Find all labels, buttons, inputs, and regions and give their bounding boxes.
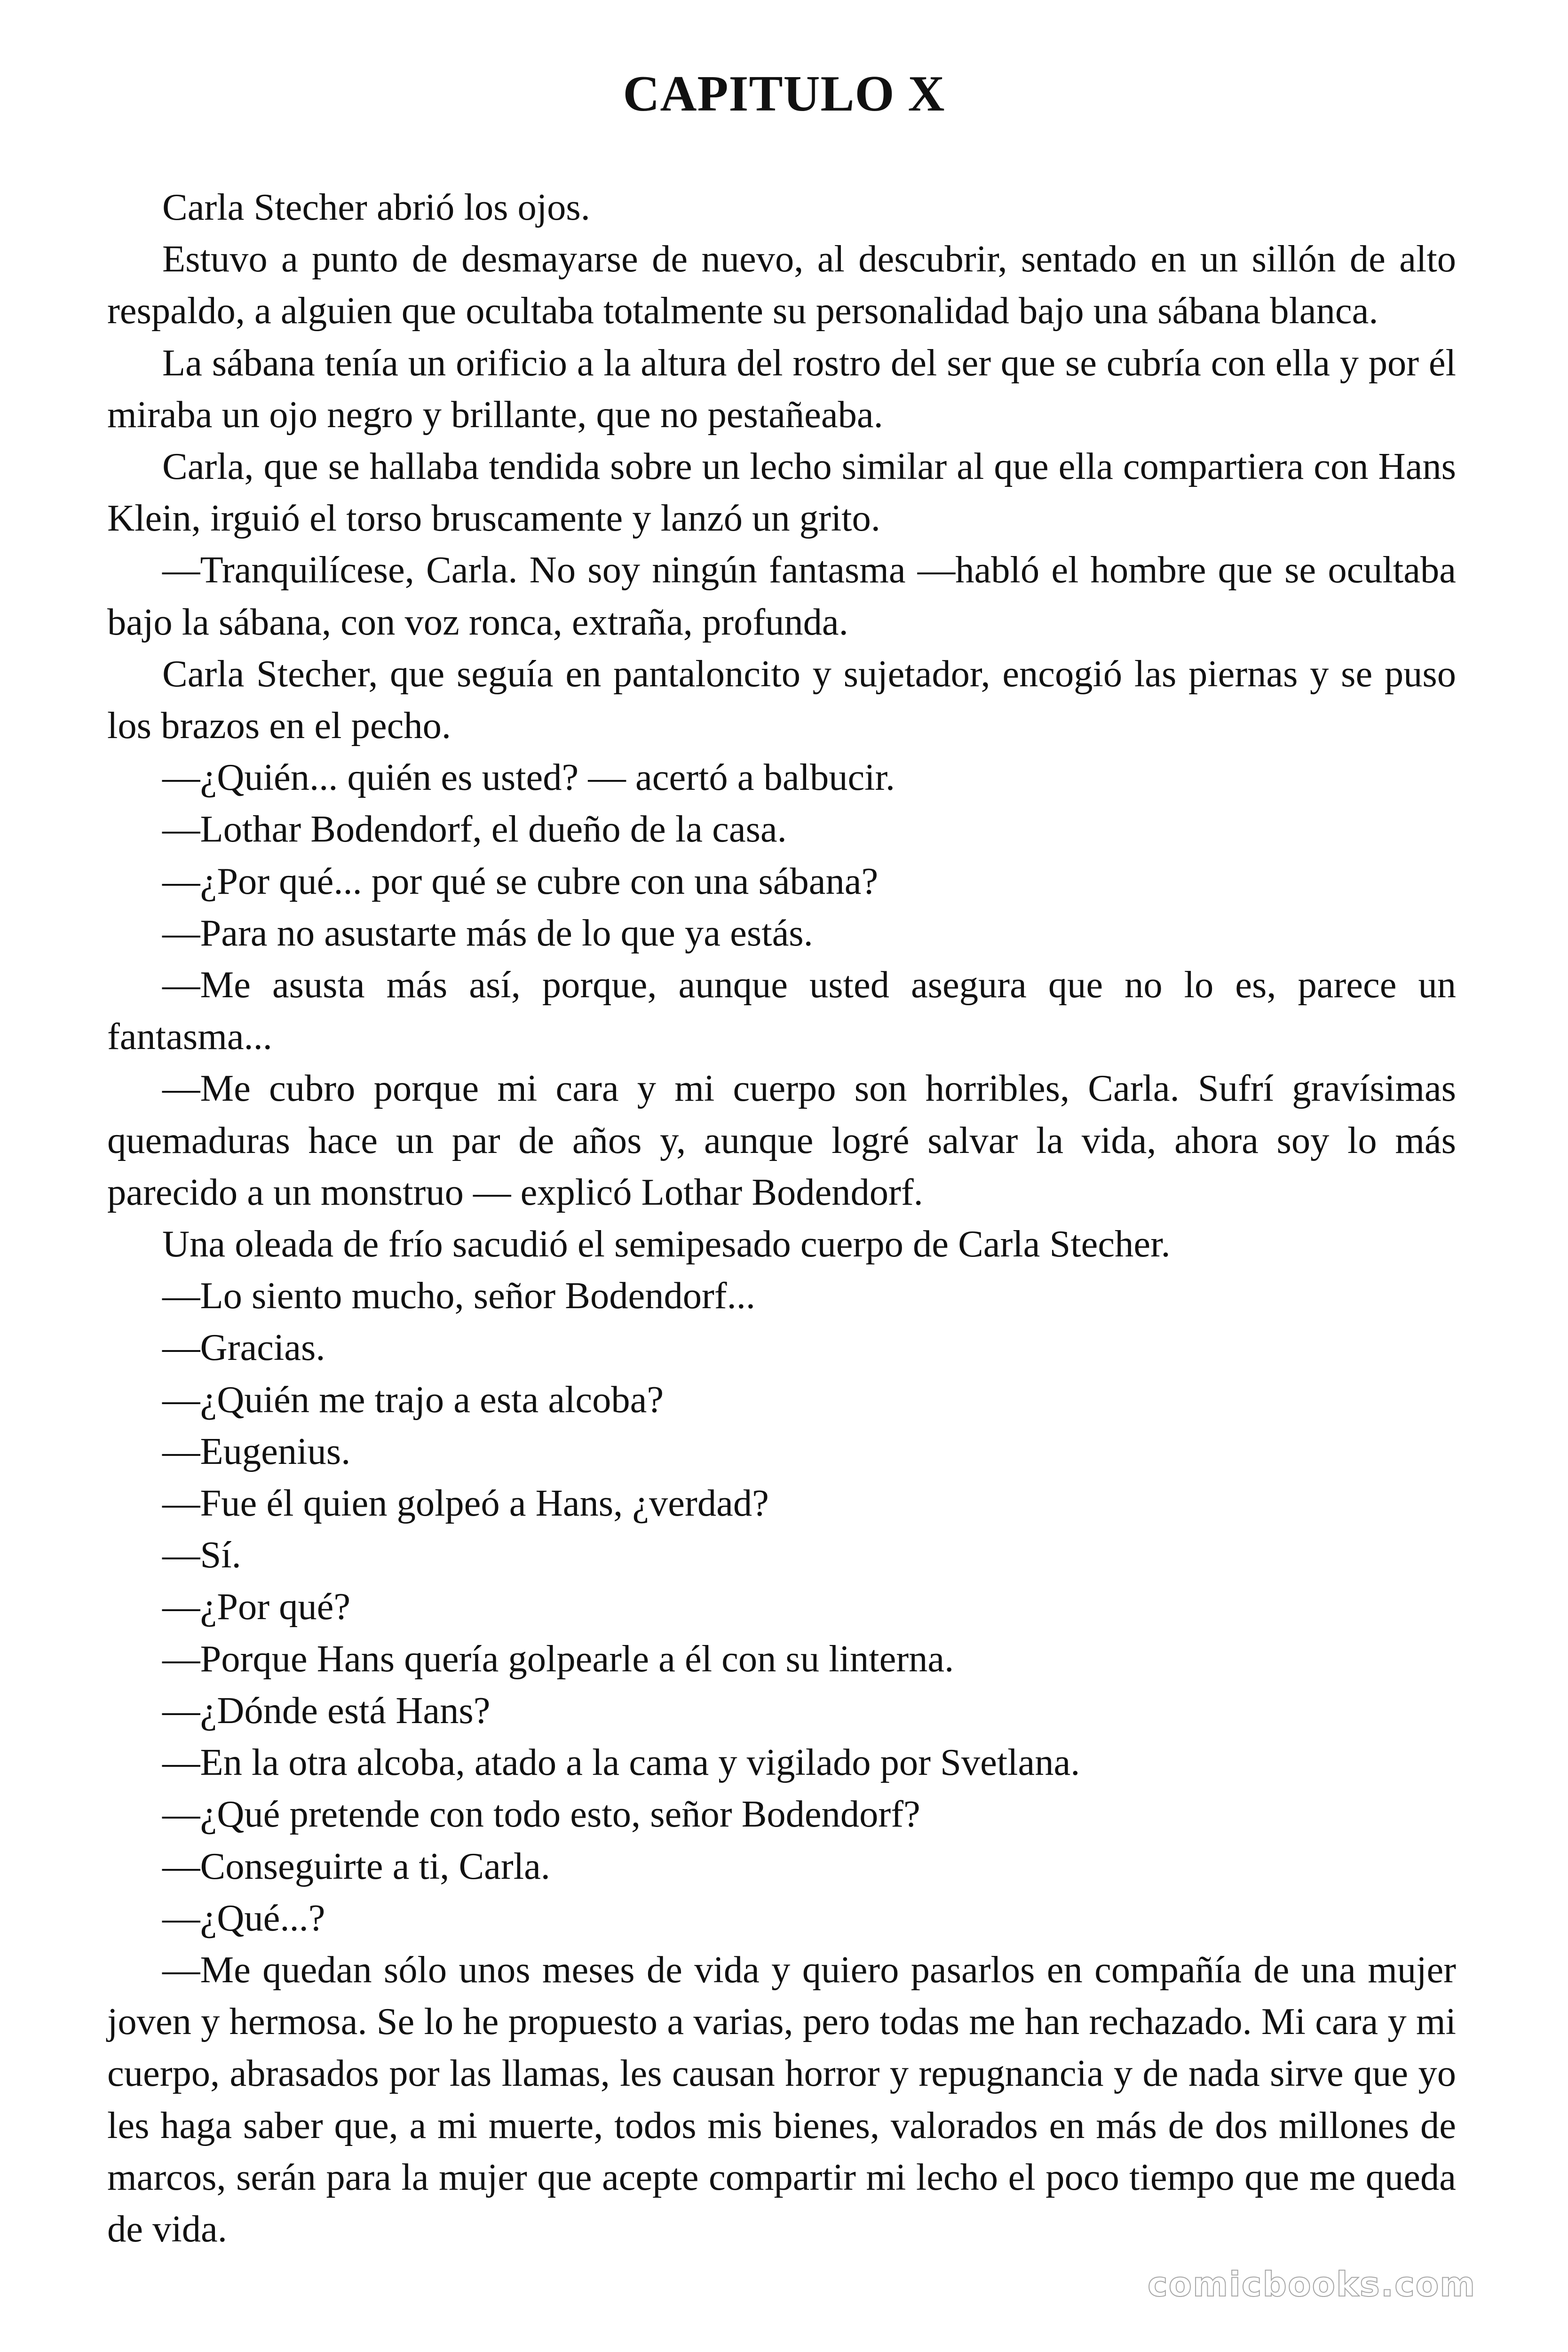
paragraph: Una oleada de frío sacudió el semipesado cuerpo de Carla Stecher.	[162, 1223, 1171, 1265]
chapter-body	[107, 182, 1456, 2255]
paragraph: —Me cubro porque mi cara y mi cuerpo son horribles, Carla. Sufrí gravísimas quemaduras hace un par de años y, aunque logré salvar la vida, ahora soy lo más parecido a un monstruo — explicó Lothar Bodendorf.	[107, 1067, 1456, 1213]
paragraph: —Fue él quien golpeó a Hans, ¿verdad?	[162, 1482, 769, 1525]
paragraph: —Conseguirte a ti, Carla.	[162, 1845, 550, 1887]
paragraph: —Sí.	[162, 1534, 241, 1576]
paragraph: —Gracias.	[162, 1327, 325, 1369]
paragraph: Carla Stecher abrió los ojos.	[162, 186, 590, 228]
paragraph: —Me quedan sólo unos meses de vida y quiero pasarlos en compañía de una mujer joven y hermosa. Se lo he propuesto a varias, pero todas me han rechazado. Mi cara y mi cuerpo, abrasados por las llamas, les causan horror y repugnancia y de nada sirve que yo les haga saber que, a mi muerte, todos mis bienes, valorados en más de dos millones de marcos, serán para la mujer que acepte compartir mi lecho el poco tiempo que me queda de vida.	[107, 1948, 1456, 2250]
paragraph: —¿Quién... quién es usted? — acertó a balbucir.	[162, 756, 895, 799]
paragraph: —Tranquilícese, Carla. No soy ningún fantasma —habló el hombre que se ocultaba bajo la sábana, con voz ronca, extraña, profunda.	[107, 549, 1456, 643]
paragraph: Carla, que se hallaba tendida sobre un lecho similar al que ella compartiera con Hans Klein, irguió el torso bruscamente y lanzó un grito.	[107, 445, 1456, 540]
paragraph: —¿Por qué?	[162, 1586, 351, 1628]
paragraph: —Lo siento mucho, señor Bodendorf...	[162, 1275, 755, 1317]
paragraph: Carla Stecher, que seguía en pantaloncito y sujetador, encogió las piernas y se puso los brazos en el pecho.	[107, 652, 1456, 747]
paragraph: —Porque Hans quería golpearle a él con su linterna.	[162, 1637, 954, 1680]
paragraph: —Eugenius.	[162, 1430, 351, 1472]
paragraph: —¿Qué pretende con todo esto, señor Bodendorf?	[162, 1793, 920, 1836]
paragraph: —En la otra alcoba, atado a la cama y vigilado por Svetlana.	[162, 1741, 1080, 1784]
chapter-title: CAPITULO X	[623, 66, 945, 122]
watermark: comicbooks.com	[1148, 2265, 1476, 2304]
paragraph: —¿Dónde está Hans?	[162, 1689, 491, 1732]
paragraph: Estuvo a punto de desmayarse de nuevo, al descubrir, sentado en un sillón de alto respaldo, a alguien que ocultaba totalmente su personalidad bajo una sábana blanca.	[107, 238, 1456, 332]
paragraph: —¿Por qué... por qué se cubre con una sábana?	[162, 860, 879, 902]
paragraph: —¿Qué...?	[162, 1897, 325, 1939]
paragraph: —Lothar Bodendorf, el dueño de la casa.	[162, 808, 787, 850]
paragraph: —Para no asustarte más de lo que ya estás.	[162, 912, 813, 954]
paragraph: —Me asusta más así, porque, aunque usted asegura que no lo es, parece un fantasma...	[107, 964, 1456, 1058]
paragraph: —¿Quién me trajo a esta alcoba?	[162, 1378, 664, 1421]
paragraph: La sábana tenía un orificio a la altura del rostro del ser que se cubría con ella y por él miraba un ojo negro y brillante, que no pestañeaba.	[107, 342, 1456, 436]
